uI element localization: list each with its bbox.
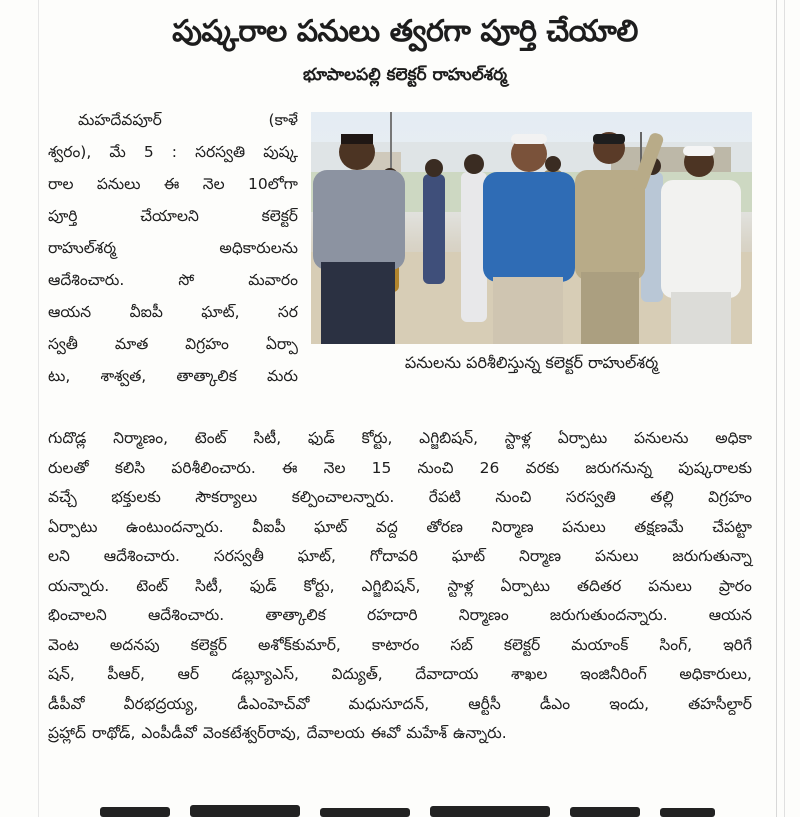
column-rule xyxy=(784,0,785,817)
body-line: రులతో కలిసి పరిశీలించారు. ఈ నెల 15 నుంచి 26 వరకు జరుగనున్న పుష్కరాలకు xyxy=(48,458,752,477)
body-line: ఆయన వీఐపీ ఘాట్, సర xyxy=(48,303,298,321)
body-line: షన్, పీఆర్, ఆర్ డబ్ల్యూఎస్, విద్యుత్, దేవాదాయ శాఖల ఇంజినీరింగ్ అధికారులు, xyxy=(48,665,752,683)
body-line: పూర్తి చేయాలని కలెక్టర్ xyxy=(48,207,298,225)
article-headline: పుష్కరాల పనులు త్వరగా పూర్తి చేయాలి xyxy=(172,14,638,49)
article-body-full-width xyxy=(48,424,752,749)
body-line: రాల పనులు ఈ నెల 10లోగా xyxy=(48,175,298,193)
body-line: మహదేవపూర్ (కాళే xyxy=(78,111,298,129)
body-line: భించాలని ఆదేశించారు. తాత్కాలిక రహదారి నిర్మాణం జరుగుతుందన్నారు. ఆయన xyxy=(48,606,752,624)
body-line: ఏర్పాటు ఉంటుందన్నారు. వీఐపీ ఘాట్ వద్ద తోరణ నిర్మాణ పనులు తక్షణమే చేపట్టా xyxy=(48,517,752,536)
photo-caption: పనులను పరిశీలిస్తున్న కలెక్టర్ రాహుల్‌శర్మ xyxy=(404,353,659,372)
article-body-left-column xyxy=(48,104,298,392)
article-photo xyxy=(311,112,752,344)
body-line: గుదొడ్ల నిర్మాణం, టెంట్ సిటీ, ఫుడ్ కోర్టు, ఎగ్జిబిషన్, స్టాళ్ల ఏర్పాటు పనులను అధికా xyxy=(48,429,752,447)
body-line: శ్వరం), మే 5 : సరస్వతి పుష్క xyxy=(48,143,298,161)
body-line: డీపీవో వీరభద్రయ్య, డీఎంహెచ్‌వో మధుసూదన్, ఆర్టీసీ డీఎం ఇందు, తహసీల్దార్ xyxy=(48,694,752,713)
body-line: యన్నారు. టెంట్ సిటీ, ఫుడ్ కోర్టు, ఎగ్జిబిషన్, స్టాళ్ల ఏర్పాటు తదితర పనులు ప్రారం xyxy=(48,576,752,595)
body-line: స్వతీ మాత విగ్రహం ఏర్పా xyxy=(48,335,298,353)
body-line: ప్రహ్లాద్ రాథోడ్, ఎంపీడీవో వెంకటేశ్వర్‌రావు, దేవాలయ ఈవో మహేశ్ ఉన్నారు. xyxy=(48,724,507,742)
body-line: లని ఆదేశించారు. సరస్వతీ ఘాట్, గోదావరి ఘాట్ నిర్మాణ పనులు జరుగుతున్నా xyxy=(48,547,752,565)
body-line: వెంట అదనపు కలెక్టర్ అశోక్‌కుమార్, కాటారం సబ్ కలెక్టర్ మయాంక్ సింగ్, ఇరిగే xyxy=(48,635,752,654)
body-line: టు, శాశ్వత, తాత్కాలిక మరు xyxy=(48,367,298,385)
article-subheadline: భూపాలపల్లి కలెక్టర్ రాహుల్‌శర్మ xyxy=(303,65,507,85)
body-line: ఆదేశించారు. సో మవారం xyxy=(48,271,298,289)
next-article-headline-cropped xyxy=(100,799,720,817)
body-line: రాహుల్‌శర్మ అధికారులను xyxy=(48,239,298,257)
body-line: వచ్చే భక్తులకు సౌకర్యాలు కల్పించాలన్నారు. రేపటి నుంచి సరస్వతి తల్లి విగ్రహం xyxy=(48,488,752,506)
